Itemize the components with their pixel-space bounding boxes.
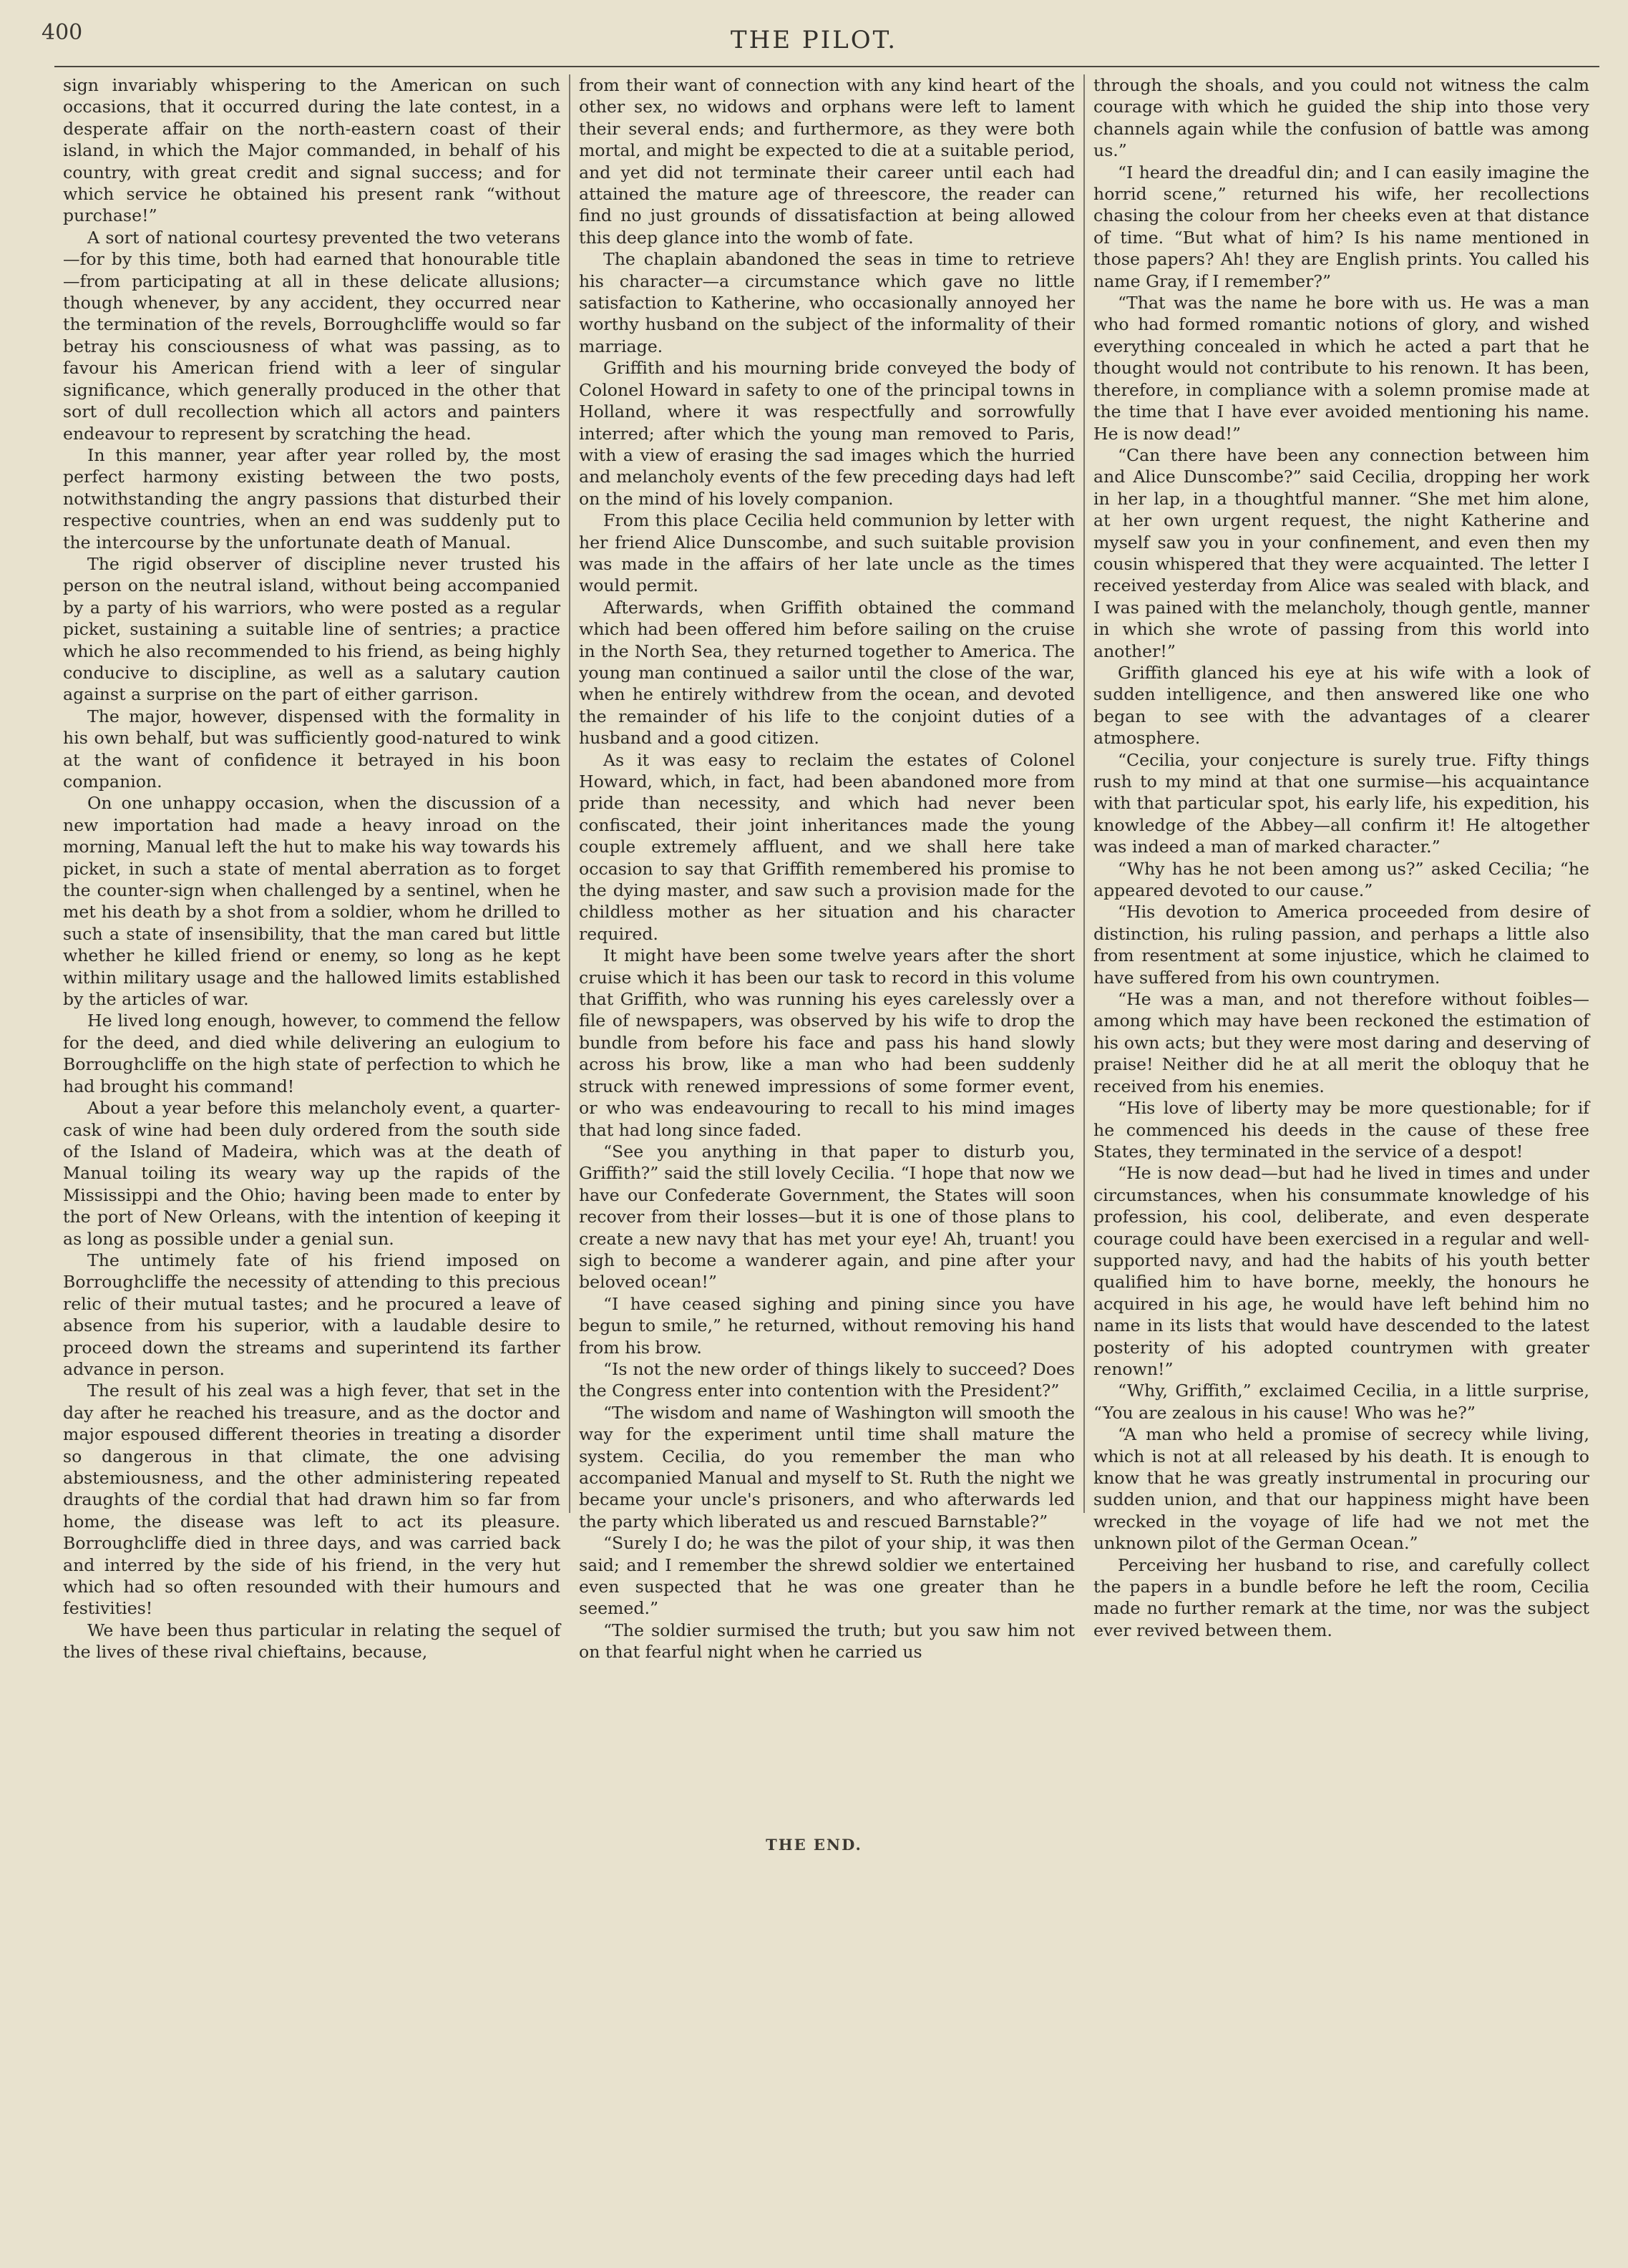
paragraph: “He was a man, and not therefore without foibles—among which may have been reckoned the estimation of his own acts; but they were most daring and deserving of praise! Neither did he at all merit the obloquy that he received from his enemies. [1093, 989, 1589, 1096]
paragraph: The rigid observer of discipline never trusted his person on the neutral island, without being accompanied by a party of his warriors, who were posted as a regular picket, sustaining a suitable line of sentries; a practice which he also recommended to his friend, as being highly conducive to discipline, as well as a salutary caution against a surprise on the part of either garrison. [63, 553, 560, 705]
paragraph: through the shoals, and you could not witness the calm courage with which he guided the ship into those very channels again while the confusion of battle was among us.” [1093, 75, 1589, 161]
paragraph: From this place Cecilia held communion by letter with her friend Alice Dunscombe, and such suitable provision was made in the affairs of her late uncle as the times would permit. [579, 510, 1075, 596]
paragraph: “The soldier surmised the truth; but you saw him not on that fearful night when he carried us [579, 1620, 1075, 1663]
paragraph: “I heard the dreadful din; and I can easily imagine the horrid scene,” returned his wife, her recollections chasing the colour from her cheeks even at that distance of time. “But what of him? Is his name mentioned in those papers? Ah! they are English prints. You called his name Gray, if I remember?” [1093, 162, 1589, 291]
paragraph: “His devotion to America proceeded from desire of distinction, his ruling passion, and perhaps a little also from resentment at some injustice, which he claimed to have suffered from his own countrymen. [1093, 902, 1589, 988]
text-columns [54, 74, 1599, 1663]
paragraph: About a year before this melancholy event, a quarter-cask of wine had been duly ordered from the south side of the Island of Madeira, which was at the death of Manual toiling its weary way up the rapids of the Mississippi and the Ohio; having been made to enter by the port of New Orleans, with the intention of keeping it as long as possible under a genial sun. [63, 1098, 560, 1249]
paragraph: The untimely fate of his friend imposed on Borroughcliffe the necessity of attending to this precious relic of their mutual tastes; and he procured a leave of absence from his superior, with a laudable desire to proceed down the streams and superintend its farther advance in person. [63, 1250, 560, 1379]
paragraph: “Can there have been any connection between him and Alice Dunscombe?” said Cecilia, dropping her work in her lap, in a thoughtful manner. “She met him alone, at her own urgent request, the night Katherine and myself saw you in your confinement, and even then my cousin whispered that they were acquainted. The letter I received yesterday from Alice was sealed with black, and I was pained with the melancholy, though gentle, manner in which she wrote of passing from this world into another!” [1093, 444, 1589, 661]
paragraph: “That was the name he bore with us. He was a man who had formed romantic notions of glory, and wished everything concealed in which he acted a part that he thought would not contribute to his renown. It has been, therefore, in compliance with a solemn promise made at the time that I have ever avoided mentioning his name. He is now dead!” [1093, 293, 1589, 444]
paragraph: We have been thus particular in relating the sequel of the lives of these rival chieftains, because, [63, 1620, 560, 1663]
paragraph: Griffith glanced his eye at his wife with a look of sudden intelligence, and then answered like one who began to see with the advantages of a clearer atmosphere. [1093, 662, 1589, 749]
paragraph: Perceiving her husband to rise, and carefully collect the papers in a bundle before he left the room, Cecilia made no further remark at the time, nor was the subject ever revived between them. [1093, 1554, 1589, 1640]
page-number: 400 [42, 20, 83, 45]
paragraph: The result of his zeal was a high fever, that set in the day after he reached his treasure, and as the doctor and major espoused different theories in treating a disorder so dangerous in that climate, the one advising abstemiousness, and the other administering repeated draughts of the cordial that had drawn him so far from home, the disease was left to act its pleasure. Borroughcliffe died in three days, and was carried back and interred by the side of his friend, in the very hut which had so often resounded with their humours and festivities! [63, 1381, 560, 1619]
running-title: THE PILOT. [730, 26, 898, 54]
paragraph: “Surely I do; he was the pilot of your ship, it was then said; and I remember the shrewd soldier we entertained even suspected that he was one greater than he seemed.” [579, 1533, 1075, 1619]
paragraph: “A man who held a promise of secrecy while living, which is not at all released by his death. It is enough to know that he was greatly instrumental in procuring our sudden union, and that our happiness might have been wrecked in the voyage of life had we not met the unknown pilot of the German Ocean.” [1093, 1424, 1589, 1554]
header-rule [54, 66, 1599, 67]
paragraph: “Cecilia, your conjecture is surely true. Fifty things rush to my mind at that one surmise—his acquaintance with that particular spot, his early life, his expedition, his knowledge of the Abbey—all confirm it! He altogether was indeed a man of marked character.” [1093, 749, 1589, 857]
paragraph: sign invariably whispering to the American on such occasions, that it occurred during the late contest, in a desperate affair on the north-eastern coast of their island, in which the Major commanded, in behalf of his country, with great credit and signal success; and for which service he obtained his present rank “without purchase!” [63, 75, 560, 226]
paragraph: from their want of connection with any kind heart of the other sex, no widows and orphans were left to lament their several ends; and furthermore, as they were both mortal, and might be expected to die at a suitable period, and yet did not terminate their career until each had attained the mature age of threescore, the reader can find no just grounds of dissatisfaction at being allowed this deep glance into the womb of fate. [579, 75, 1075, 248]
paragraph: In this manner, year after year rolled by, the most perfect harmony existing between the two posts, notwithstanding the angry passions that disturbed their respective countries, when an end was suddenly put to the intercourse by the unfortunate death of Manual. [63, 444, 560, 553]
paragraph: A sort of national courtesy prevented the two veterans—for by this time, both had earned that honourable title—from participating at all in these delicate allusions; though whenever, by any accident, they occurred near the termination of the revels, Borroughcliffe would so far betray his consciousness of what was passing, as to favour his American friend with a leer of singular significance, which generally produced in the other that sort of dull recollection which all actors and painters endeavour to represent by scratching the head. [63, 227, 560, 444]
paragraph: Griffith and his mourning bride conveyed the body of Colonel Howard in safety to one of the principal towns in Holland, where it was respectfully and sorrowfully interred; after which the young man removed to Paris, with a view of erasing the sad images which the hurried and melancholy events of the few preceding days had left on the mind of his lovely companion. [579, 358, 1075, 509]
paragraph: The major, however, dispensed with the formality in his own behalf, but was sufficiently good-natured to wink at the want of confidence it betrayed in his boon companion. [63, 706, 560, 792]
paragraph: “Why, Griffith,” exclaimed Cecilia, in a little surprise, “You are zealous in his cause! Who was he?” [1093, 1381, 1589, 1423]
the-end-label: THE END. [766, 1836, 862, 1854]
column-1 [54, 74, 569, 1663]
paragraph: The chaplain abandoned the seas in time to retrieve his character—a circumstance which gave no little satisfaction to Katherine, who occasionally annoyed her worthy husband on the subject of the informality of their marriage. [579, 249, 1075, 356]
paragraph: “He is now dead—but had he lived in times and under circumstances, when his consummate knowledge of his profession, his cool, deliberate, and even desperate courage could have been exercised in a regular and well-supported navy, and had the habits of his youth better qualified him to have borne, meekly, the honours he acquired in his age, he would have left behind him no name in its lists that would have descended to the latest posterity of his adopted countrymen with greater renown!” [1093, 1163, 1589, 1379]
paragraph: It might have been some twelve years after the short cruise which it has been our task to record in this volume that Griffith, who was running his eyes carelessly over a file of newspapers, was observed by his wife to drop the bundle from before his face and pass his hand slowly across his brow, like a man who had been suddenly struck with renewed impressions of some former event, or who was endeavouring to recall to his mind images that had long since faded. [579, 945, 1075, 1140]
column-2 [569, 74, 1083, 1663]
paragraph: On one unhappy occasion, when the discussion of a new importation had made a heavy inroad on the morning, Manual left the hut to make his way towards his picket, in such a state of mental aberration as to forget the counter-sign when challenged by a sentinel, when he met his death by a shot from a soldier, whom he drilled to such a state of insensibility, that the man cared but little whether he killed friend or enemy, so long as he kept within military usage and the hallowed limits established by the articles of war. [63, 793, 560, 1010]
paragraph: “His love of liberty may be more questionable; for if he commenced his deeds in the cause of these free States, they terminated in the service of a despot! [1093, 1098, 1589, 1162]
paragraph: He lived long enough, however, to commend the fellow for the deed, and died while delivering an eulogium to Borroughcliffe on the high state of perfection to which he had brought his command! [63, 1011, 560, 1096]
paragraph: As it was easy to reclaim the estates of Colonel Howard, which, in fact, had been abandoned more from pride than necessity, and which had never been confiscated, their joint inheritances made the young couple extremely affluent, and we shall here take occasion to say that Griffith remembered his promise to the dying master, and saw such a provision made for the childless mother as her situation and his character required. [579, 749, 1075, 944]
paragraph: “Why has he not been among us?” asked Cecilia; “he appeared devoted to our cause.” [1093, 858, 1589, 901]
paragraph: “I have ceased sighing and pining since you have begun to smile,” he returned, without removing his hand from his brow. [579, 1293, 1075, 1358]
paragraph: “The wisdom and name of Washington will smooth the way for the experiment until time shall mature the system. Cecilia, do you remember the man who accompanied Manual and myself to St. Ruth the night we became your uncle's prisoners, and who afterwards led the party which liberated us and rescued Barnstable?” [579, 1402, 1075, 1532]
column-3 [1083, 74, 1598, 1640]
paragraph: “See you anything in that paper to disturb you, Griffith?” said the still lovely Cecilia. “I hope that now we have our Confederate Government, the States will soon recover from their losses—but it is one of those plans to create a new navy that has met your eye! Ah, truant! you sigh to become a wanderer again, and pine after your beloved ocean!” [579, 1141, 1075, 1293]
paragraph: Afterwards, when Griffith obtained the command which had been offered him before sailing on the cruise in the North Sea, they returned together to America. The young man continued a sailor until the close of the war, when he entirely withdrew from the ocean, and devoted the remainder of his life to the conjoint duties of a husband and a good citizen. [579, 597, 1075, 749]
paragraph: “Is not the new order of things likely to succeed? Does the Congress enter into contention with the President?” [579, 1358, 1075, 1401]
